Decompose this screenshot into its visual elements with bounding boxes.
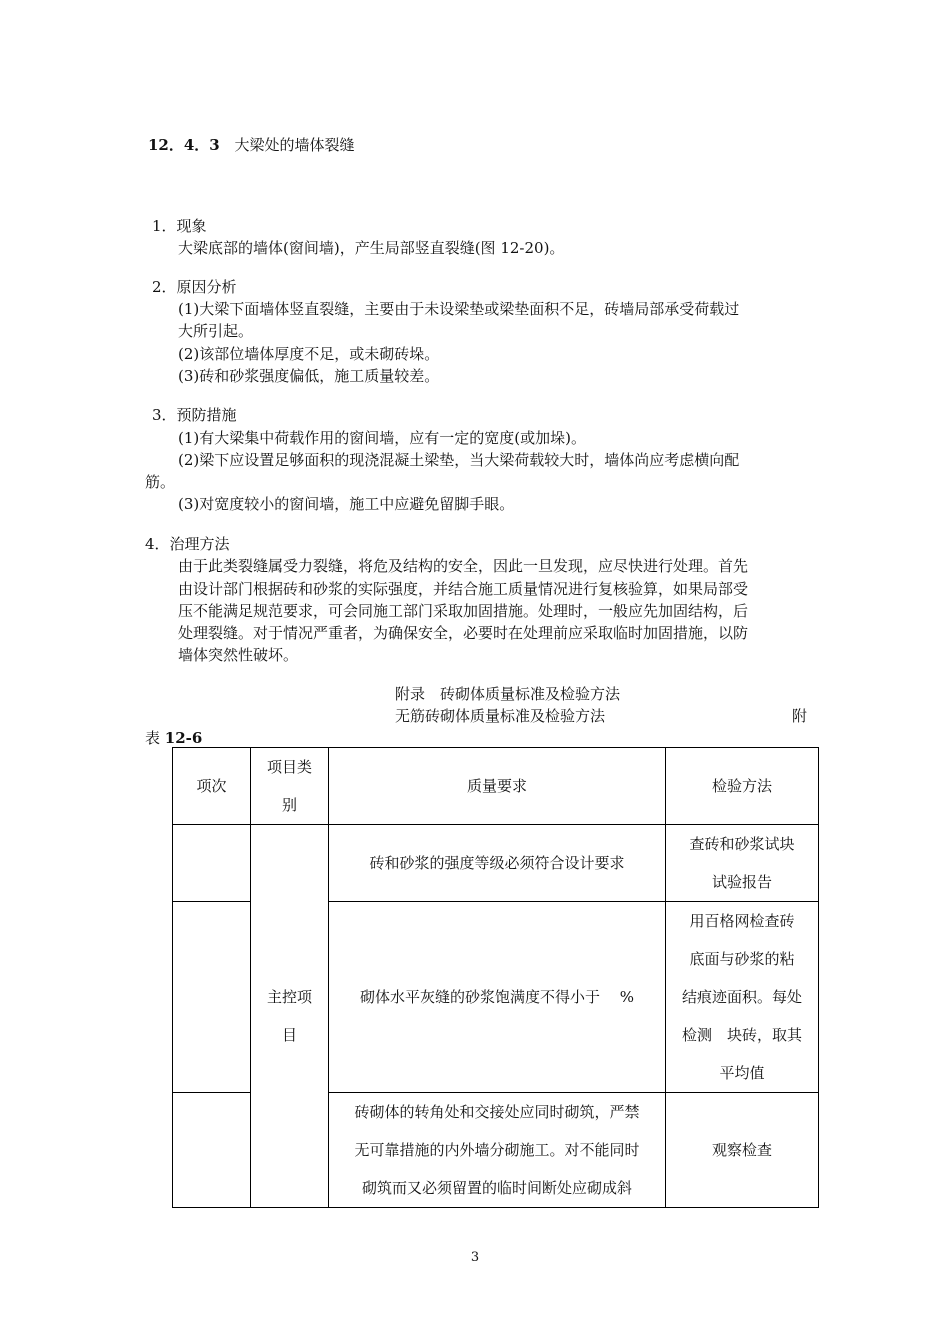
s1-line: 大梁底部的墙体(窗间墙)，产生局部竖直裂缝(图 12-20)。 <box>178 239 565 257</box>
table-label-prefix: 表 <box>145 729 165 747</box>
requirement-line: 无可靠措施的内外墙分砌施工。对不能同时 <box>354 1141 640 1159</box>
header-item-no: 项次 <box>173 748 251 825</box>
s4-line: 处理裂缝。对于情况严重者，为确保安全，必要时在处理前应采取临时加固措施，以防 <box>178 624 749 642</box>
table-row <box>173 825 819 902</box>
section-title: 大梁处的墙体裂缝 <box>234 136 355 154</box>
s2-line: (3)砖和砂浆强度偏低，施工质量较差。 <box>178 367 440 385</box>
method-cell <box>666 1093 819 1208</box>
s2-heading: 2．原因分析 <box>152 278 237 296</box>
s2-line: (1)大梁下面墙体竖直裂缝，主要由于未设梁垫或梁垫面积不足，砖墙局部承受荷载过 <box>178 300 740 318</box>
header-method: 检验方法 <box>666 748 819 825</box>
header-requirement: 质量要求 <box>329 748 666 825</box>
requirement-cell: 砖和砂浆的强度等级必须符合设计要求 <box>329 825 666 902</box>
s4-heading: 4．治理方法 <box>145 535 230 553</box>
s4-line: 压不能满足规范要求，可会同施工部门采取加固措施。处理时，一般应先加固结构，后 <box>178 602 749 620</box>
header-category-line: 别 <box>281 796 297 814</box>
page-number: 3 <box>470 1250 480 1265</box>
method-line: 平均值 <box>719 1064 765 1082</box>
table-number: 12-6 <box>164 729 203 747</box>
item-no-cell <box>173 902 251 1093</box>
requirement-cell <box>329 1093 666 1208</box>
item-no-cell <box>173 1093 251 1208</box>
category-line: 主控项 <box>266 988 312 1006</box>
section-number: 12．4．3 <box>148 136 220 154</box>
s2-line: (2)该部位墙体厚度不足，或未砌砖垛。 <box>178 345 440 363</box>
item-no-cell <box>173 825 251 902</box>
method-line: 试验报告 <box>711 873 772 891</box>
table-header-row <box>173 748 819 825</box>
header-category <box>251 748 329 825</box>
method-line: 结痕迹面积。每处 <box>681 988 802 1006</box>
appendix-title: 附录 砖砌体质量标准及检验方法 <box>395 685 621 703</box>
header-category-line: 项目类 <box>266 758 312 776</box>
requirement-cell: 砌体水平灰缝的砂浆饱满度不得小于 % <box>329 902 666 1093</box>
table-label <box>145 727 202 749</box>
method-cell <box>666 825 819 902</box>
s3-line: (1)有大梁集中荷载作用的窗间墙，应有一定的宽度(或加垛)。 <box>178 429 586 447</box>
quality-table <box>172 747 819 1208</box>
category-cell <box>251 825 329 1208</box>
appendix-fu: 附 <box>792 707 808 725</box>
method-line: 观察检查 <box>711 1141 772 1159</box>
requirement-line: 砌筑而又必须留置的临时间断处应砌成斜 <box>361 1179 632 1197</box>
s3-line: (3)对宽度较小的窗间墙，施工中应避免留脚手眼。 <box>178 495 515 513</box>
s4-line: 墙体突然性破坏。 <box>178 646 299 664</box>
section-heading <box>148 134 355 156</box>
method-cell <box>666 902 819 1093</box>
s3-line: 筋。 <box>145 473 176 491</box>
category-line: 目 <box>281 1026 297 1044</box>
requirement-line: 砖砌体的转角处和交接处应同时砌筑，严禁 <box>354 1103 640 1121</box>
method-line: 用百格网检查砖 <box>689 912 795 930</box>
s2-line: 大所引起。 <box>178 322 254 340</box>
s4-line: 由于此类裂缝属受力裂缝，将危及结构的安全，因此一旦发现，应尽快进行处理。首先 <box>178 557 749 575</box>
method-line: 底面与砂浆的粘 <box>689 950 795 968</box>
s3-line: (2)梁下应设置足够面积的现浇混凝土梁垫，当大梁荷载较大时，墙体尚应考虑横向配 <box>178 451 740 469</box>
method-line: 查砖和砂浆试块 <box>689 835 795 853</box>
method-line: 检测 块砖，取其 <box>681 1026 802 1044</box>
s4-line: 由设计部门根据砖和砂浆的实际强度，并结合施工质量情况进行复核验算，如果局部受 <box>178 580 749 598</box>
s3-heading: 3．预防措施 <box>152 406 237 424</box>
s1-heading: 1．现象 <box>152 217 207 235</box>
appendix-subtitle: 无筋砖砌体质量标准及检验方法 <box>395 707 606 725</box>
